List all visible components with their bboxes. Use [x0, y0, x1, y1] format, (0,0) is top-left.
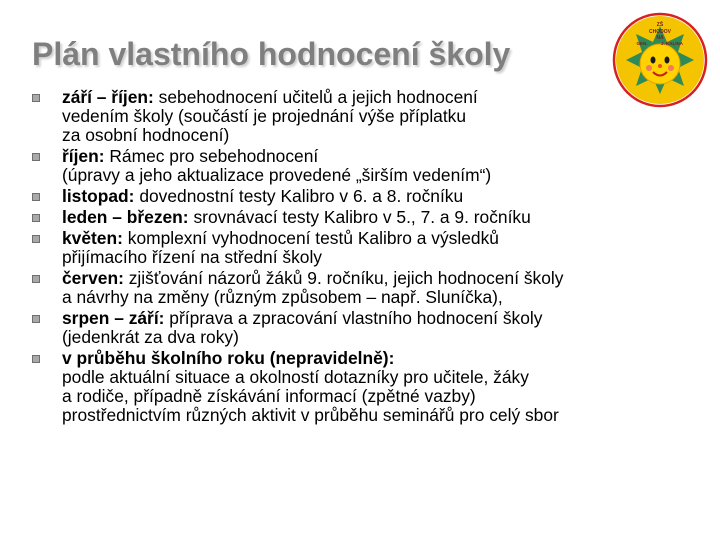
item-text: zjišťování názorů žáků 9. ročníku, jejich hodnocení školy	[128, 268, 564, 288]
square-bullet-icon	[32, 235, 40, 243]
schedule-list	[32, 88, 702, 427]
item-text: a návrhy na změny (různým způsobem – např. Sluníčka),	[62, 287, 503, 307]
square-bullet-icon	[32, 275, 40, 283]
item-text: vedením školy (součástí je projednání výše příplatku	[62, 106, 467, 126]
item-label: říjen:	[62, 146, 105, 166]
item-text: (jedenkrát za dva roky)	[62, 327, 239, 347]
square-bullet-icon	[32, 94, 40, 102]
page-title: Plán vlastního hodnocení školy	[32, 36, 511, 72]
item-text: přijímacího řízení na střední školy	[62, 247, 323, 267]
logo-text-3: NA	[656, 35, 664, 41]
item-text: sebehodnocení učitelů a jejich hodnocení	[158, 87, 478, 107]
item-text: komplexní vyhodnocení testů Kalibro a výsledků	[127, 228, 499, 248]
logo-text-2: CHODOV	[649, 29, 671, 35]
item-text: (úpravy a jeho aktualizace provedené „širším vedením“)	[62, 165, 492, 185]
logo-text-5: J. KALINA	[660, 41, 684, 46]
item-text: srovnávací testy Kalibro v 5., 7. a 9. ročníku	[193, 207, 531, 227]
item-label: leden – březen:	[62, 207, 189, 227]
list-item	[32, 229, 702, 267]
square-bullet-icon	[32, 214, 40, 222]
square-bullet-icon	[32, 193, 40, 201]
item-text: podle aktuální situace a okolností dotazníky pro učitele, žáky	[62, 367, 529, 387]
item-text: prostřednictvím různých aktivit v průběhu seminářů pro celý sbor	[62, 405, 559, 425]
list-item	[32, 187, 702, 206]
square-bullet-icon	[32, 153, 40, 161]
list-item	[32, 349, 702, 425]
item-label: září – říjen:	[62, 87, 154, 107]
sun-left-cheek	[646, 65, 652, 71]
list-item	[32, 309, 702, 347]
sun-nose	[658, 64, 662, 68]
list-item	[32, 208, 702, 227]
item-label: v průběhu školního roku (nepravidelně):	[62, 348, 395, 368]
square-bullet-icon	[32, 355, 40, 363]
item-label: srpen – září:	[62, 308, 165, 328]
item-text: dovednostní testy Kalibro v 6. a 8. ročníku	[139, 186, 464, 206]
list-item	[32, 269, 702, 307]
sun-right-eye	[665, 57, 670, 64]
item-text: a rodiče, případně získávání informací (zpětné vazby)	[62, 386, 476, 406]
item-label: listopad:	[62, 186, 135, 206]
sun-right-cheek	[668, 65, 674, 71]
item-label: červen:	[62, 268, 124, 288]
item-text: Rámec pro sebehodnocení	[109, 146, 319, 166]
list-item	[32, 88, 702, 145]
square-bullet-icon	[32, 315, 40, 323]
item-text: za osobní hodnocení)	[62, 125, 230, 145]
list-item	[32, 147, 702, 185]
sun-left-eye	[651, 57, 656, 64]
logo-text-4: GEN.	[636, 41, 648, 46]
item-label: květen:	[62, 228, 123, 248]
logo-text-1: ZŠ	[656, 22, 664, 28]
item-text: příprava a zpracování vlastního hodnocení školy	[169, 308, 543, 328]
